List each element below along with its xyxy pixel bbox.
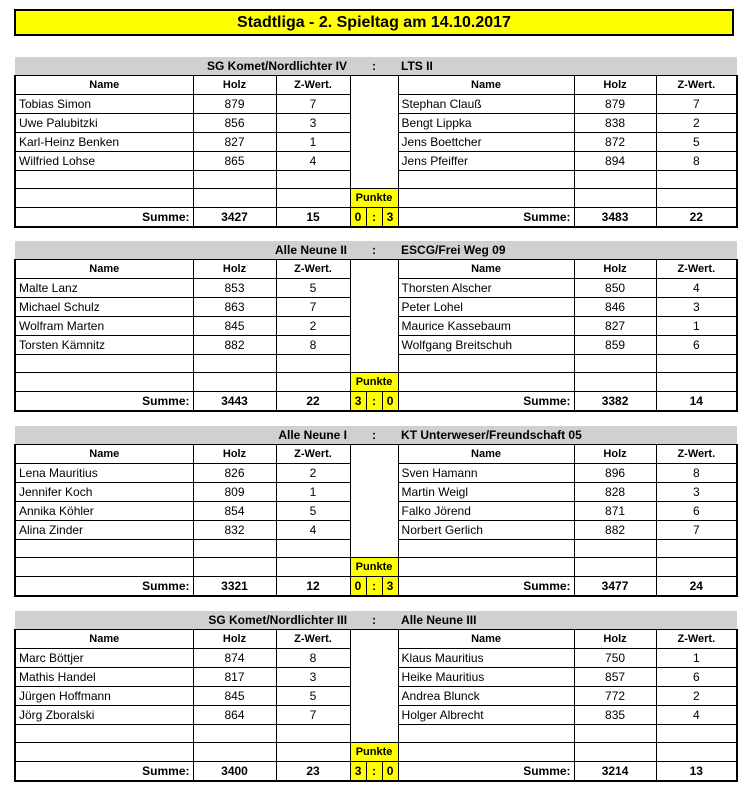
punkte-label: Punkte [350, 373, 398, 392]
score-separator: : [366, 208, 382, 228]
table-row [15, 171, 737, 189]
table-row [15, 355, 737, 373]
table-row [15, 152, 737, 171]
player-holz: 879 [193, 95, 276, 114]
player-holz [193, 373, 276, 392]
spacer [350, 171, 398, 189]
away-sum-zwert: 14 [656, 392, 737, 412]
player-holz [574, 171, 656, 189]
player-name: Holger Albrecht [398, 706, 574, 725]
match-block [14, 241, 736, 412]
player-name: Stephan Clauß [398, 95, 574, 114]
player-holz: 896 [574, 464, 656, 483]
page-title: Stadtliga - 2. Spieltag am 14.10.2017 [14, 9, 734, 36]
table-row [15, 464, 737, 483]
away-team-name: LTS II [398, 57, 737, 76]
player-zwert [656, 743, 737, 762]
table-row [15, 687, 737, 706]
col-header-zwert: Z-Wert. [656, 445, 737, 464]
player-zwert: 3 [276, 668, 350, 687]
player-name: Marc Böttjer [15, 649, 193, 668]
player-name [398, 540, 574, 558]
col-header-zwert: Z-Wert. [656, 260, 737, 279]
match-header [15, 426, 737, 445]
player-name: Jens Pfeiffer [398, 152, 574, 171]
player-name: Norbert Gerlich [398, 521, 574, 540]
spacer [350, 668, 398, 687]
player-name: Michael Schulz [15, 298, 193, 317]
sum-row [15, 208, 737, 228]
spacer [350, 76, 398, 95]
player-holz: 750 [574, 649, 656, 668]
sum-label: Summe: [15, 208, 193, 228]
column-headers [15, 260, 737, 279]
player-holz [574, 373, 656, 392]
player-zwert [656, 725, 737, 743]
player-holz [193, 540, 276, 558]
spacer [350, 483, 398, 502]
player-holz: 809 [193, 483, 276, 502]
col-header-zwert: Z-Wert. [276, 76, 350, 95]
home-sum-zwert: 23 [276, 762, 350, 782]
spacer [350, 687, 398, 706]
player-name: Uwe Palubitzki [15, 114, 193, 133]
player-zwert: 1 [276, 133, 350, 152]
player-zwert [276, 725, 350, 743]
away-sum-holz: 3483 [574, 208, 656, 228]
player-zwert: 1 [656, 317, 737, 336]
table-row [15, 725, 737, 743]
player-holz: 832 [193, 521, 276, 540]
player-zwert: 3 [656, 298, 737, 317]
player-zwert: 6 [656, 502, 737, 521]
away-sum-zwert: 22 [656, 208, 737, 228]
score-separator: : [366, 762, 382, 782]
home-team-name: SG Komet/Nordlichter IV [15, 57, 350, 76]
player-zwert [276, 189, 350, 208]
spacer [350, 279, 398, 298]
col-header-holz: Holz [574, 260, 656, 279]
player-name [15, 189, 193, 208]
player-holz: 827 [193, 133, 276, 152]
player-zwert [656, 355, 737, 373]
player-holz: 871 [574, 502, 656, 521]
player-holz: 826 [193, 464, 276, 483]
player-holz [574, 189, 656, 208]
player-zwert [656, 171, 737, 189]
away-team-name: KT Unterweser/Freundschaft 05 [398, 426, 737, 445]
away-sum-zwert: 13 [656, 762, 737, 782]
table-row [15, 521, 737, 540]
player-name: Wolfram Marten [15, 317, 193, 336]
away-team-name: Alle Neune III [398, 611, 737, 630]
home-points: 0 [350, 577, 366, 597]
player-holz [574, 355, 656, 373]
score-separator: : [366, 577, 382, 597]
table-row [15, 114, 737, 133]
player-name [15, 540, 193, 558]
home-sum-zwert: 15 [276, 208, 350, 228]
home-sum-holz: 3443 [193, 392, 276, 412]
table-row [15, 540, 737, 558]
home-team-name: Alle Neune I [15, 426, 350, 445]
table-row [15, 483, 737, 502]
table-row [15, 373, 737, 392]
player-holz: 859 [574, 336, 656, 355]
player-zwert: 2 [276, 317, 350, 336]
player-name: Annika Köhler [15, 502, 193, 521]
spacer [350, 317, 398, 336]
player-zwert: 2 [656, 687, 737, 706]
home-sum-holz: 3400 [193, 762, 276, 782]
player-holz [574, 725, 656, 743]
player-zwert [276, 373, 350, 392]
spacer [350, 502, 398, 521]
player-zwert: 5 [656, 133, 737, 152]
player-holz: 817 [193, 668, 276, 687]
away-sum-holz: 3214 [574, 762, 656, 782]
player-zwert [656, 189, 737, 208]
match-header [15, 241, 737, 260]
player-name: Alina Zinder [15, 521, 193, 540]
player-holz: 853 [193, 279, 276, 298]
table-row [15, 649, 737, 668]
player-name [398, 171, 574, 189]
player-holz [574, 743, 656, 762]
table-row [15, 133, 737, 152]
table-row [15, 743, 737, 762]
player-zwert: 4 [276, 152, 350, 171]
player-holz: 845 [193, 687, 276, 706]
match-block [14, 426, 736, 597]
player-holz: 894 [574, 152, 656, 171]
player-name: Torsten Kämnitz [15, 336, 193, 355]
player-name: Peter Lohel [398, 298, 574, 317]
player-name [15, 355, 193, 373]
player-holz [193, 189, 276, 208]
col-header-zwert: Z-Wert. [276, 445, 350, 464]
player-name [15, 743, 193, 762]
player-name: Jürgen Hoffmann [15, 687, 193, 706]
player-zwert [276, 540, 350, 558]
player-name: Jennifer Koch [15, 483, 193, 502]
player-zwert [656, 540, 737, 558]
sum-label: Summe: [15, 762, 193, 782]
col-header-name: Name [15, 260, 193, 279]
player-holz [193, 558, 276, 577]
home-sum-holz: 3321 [193, 577, 276, 597]
player-holz: 846 [574, 298, 656, 317]
player-name [15, 725, 193, 743]
col-header-holz: Holz [193, 76, 276, 95]
sum-label: Summe: [15, 577, 193, 597]
col-header-zwert: Z-Wert. [276, 630, 350, 649]
player-zwert: 8 [276, 336, 350, 355]
player-zwert: 7 [276, 95, 350, 114]
sum-row [15, 577, 737, 597]
player-name [15, 558, 193, 577]
col-header-name: Name [398, 76, 574, 95]
player-name [398, 355, 574, 373]
player-holz [193, 171, 276, 189]
player-zwert: 7 [656, 95, 737, 114]
player-zwert: 7 [656, 521, 737, 540]
table-row [15, 189, 737, 208]
col-header-holz: Holz [193, 445, 276, 464]
col-header-zwert: Z-Wert. [656, 76, 737, 95]
home-points: 3 [350, 392, 366, 412]
spacer [350, 114, 398, 133]
col-header-holz: Holz [574, 76, 656, 95]
player-name: Malte Lanz [15, 279, 193, 298]
player-holz: 827 [574, 317, 656, 336]
table-row [15, 279, 737, 298]
spacer [350, 336, 398, 355]
spacer [350, 445, 398, 464]
player-name: Thorsten Alscher [398, 279, 574, 298]
player-zwert [656, 558, 737, 577]
player-holz [574, 558, 656, 577]
player-holz: 872 [574, 133, 656, 152]
column-headers [15, 630, 737, 649]
punkte-label: Punkte [350, 558, 398, 577]
player-name: Wolfgang Breitschuh [398, 336, 574, 355]
player-zwert [276, 743, 350, 762]
player-zwert: 3 [656, 483, 737, 502]
player-zwert [656, 373, 737, 392]
match-table [14, 426, 738, 597]
home-sum-zwert: 12 [276, 577, 350, 597]
col-header-holz: Holz [193, 260, 276, 279]
player-name [398, 373, 574, 392]
col-header-zwert: Z-Wert. [656, 630, 737, 649]
player-zwert: 1 [276, 483, 350, 502]
player-name: Falko Jörend [398, 502, 574, 521]
player-holz: 863 [193, 298, 276, 317]
col-header-name: Name [398, 445, 574, 464]
col-header-holz: Holz [574, 445, 656, 464]
player-name: Karl-Heinz Benken [15, 133, 193, 152]
table-row [15, 298, 737, 317]
sum-row [15, 392, 737, 412]
player-name: Andrea Blunck [398, 687, 574, 706]
spacer [350, 355, 398, 373]
player-name: Bengt Lippka [398, 114, 574, 133]
col-header-zwert: Z-Wert. [276, 260, 350, 279]
table-row [15, 317, 737, 336]
away-sum-zwert: 24 [656, 577, 737, 597]
player-holz: 882 [193, 336, 276, 355]
away-sum-holz: 3382 [574, 392, 656, 412]
match-block [14, 611, 736, 782]
player-zwert: 5 [276, 279, 350, 298]
home-sum-zwert: 22 [276, 392, 350, 412]
player-zwert: 4 [656, 706, 737, 725]
away-points: 3 [382, 577, 398, 597]
match-table [14, 241, 738, 412]
player-name: Wilfried Lohse [15, 152, 193, 171]
table-row [15, 668, 737, 687]
table-row [15, 95, 737, 114]
punkte-label: Punkte [350, 189, 398, 208]
player-zwert: 5 [276, 502, 350, 521]
player-zwert: 8 [656, 152, 737, 171]
team-separator: : [350, 241, 398, 260]
player-holz: 856 [193, 114, 276, 133]
player-name [398, 189, 574, 208]
col-header-name: Name [398, 260, 574, 279]
spacer [350, 133, 398, 152]
player-zwert: 3 [276, 114, 350, 133]
player-holz: 865 [193, 152, 276, 171]
spacer [350, 521, 398, 540]
sum-label: Summe: [398, 208, 574, 228]
player-holz [193, 743, 276, 762]
player-holz: 879 [574, 95, 656, 114]
player-name: Maurice Kassebaum [398, 317, 574, 336]
column-headers [15, 445, 737, 464]
sum-label: Summe: [398, 577, 574, 597]
match-table [14, 57, 738, 228]
table-row [15, 336, 737, 355]
sum-label: Summe: [398, 762, 574, 782]
sum-label: Summe: [398, 392, 574, 412]
player-name: Jörg Zboralski [15, 706, 193, 725]
player-name: Heike Mauritius [398, 668, 574, 687]
team-separator: : [350, 57, 398, 76]
player-holz: 882 [574, 521, 656, 540]
player-holz: 845 [193, 317, 276, 336]
player-zwert: 8 [276, 649, 350, 668]
col-header-name: Name [15, 76, 193, 95]
spacer [350, 95, 398, 114]
team-separator: : [350, 426, 398, 445]
spacer [350, 649, 398, 668]
column-headers [15, 76, 737, 95]
player-holz: 854 [193, 502, 276, 521]
player-holz: 838 [574, 114, 656, 133]
player-zwert: 2 [276, 464, 350, 483]
table-row [15, 558, 737, 577]
player-holz: 835 [574, 706, 656, 725]
match-header [15, 57, 737, 76]
player-zwert: 5 [276, 687, 350, 706]
sum-row [15, 762, 737, 782]
player-holz [193, 355, 276, 373]
spacer [350, 260, 398, 279]
col-header-holz: Holz [193, 630, 276, 649]
player-zwert: 7 [276, 298, 350, 317]
table-row [15, 706, 737, 725]
match-header [15, 611, 737, 630]
player-name: Jens Boettcher [398, 133, 574, 152]
home-sum-holz: 3427 [193, 208, 276, 228]
spacer [350, 630, 398, 649]
player-name [15, 171, 193, 189]
match-block [14, 57, 736, 228]
player-holz: 828 [574, 483, 656, 502]
player-zwert: 2 [656, 114, 737, 133]
home-points: 3 [350, 762, 366, 782]
spacer [350, 540, 398, 558]
player-holz [574, 540, 656, 558]
spacer [350, 706, 398, 725]
player-holz: 857 [574, 668, 656, 687]
home-team-name: SG Komet/Nordlichter III [15, 611, 350, 630]
player-zwert [276, 171, 350, 189]
player-name [398, 558, 574, 577]
player-name: Martin Weigl [398, 483, 574, 502]
away-points: 0 [382, 392, 398, 412]
player-zwert: 8 [656, 464, 737, 483]
home-points: 0 [350, 208, 366, 228]
col-header-name: Name [15, 630, 193, 649]
player-name [398, 743, 574, 762]
player-zwert: 4 [656, 279, 737, 298]
sum-label: Summe: [15, 392, 193, 412]
player-zwert: 1 [656, 649, 737, 668]
player-zwert: 6 [656, 336, 737, 355]
player-zwert: 7 [276, 706, 350, 725]
team-separator: : [350, 611, 398, 630]
away-points: 3 [382, 208, 398, 228]
player-name: Tobias Simon [15, 95, 193, 114]
away-team-name: ESCG/Frei Weg 09 [398, 241, 737, 260]
spacer [350, 725, 398, 743]
away-sum-holz: 3477 [574, 577, 656, 597]
player-holz: 850 [574, 279, 656, 298]
table-row [15, 502, 737, 521]
score-separator: : [366, 392, 382, 412]
player-zwert [276, 355, 350, 373]
player-holz: 772 [574, 687, 656, 706]
punkte-label: Punkte [350, 743, 398, 762]
player-zwert: 6 [656, 668, 737, 687]
col-header-holz: Holz [574, 630, 656, 649]
player-name: Mathis Handel [15, 668, 193, 687]
player-name: Sven Hamann [398, 464, 574, 483]
player-zwert [276, 558, 350, 577]
player-name: Klaus Mauritius [398, 649, 574, 668]
player-zwert: 4 [276, 521, 350, 540]
player-holz: 874 [193, 649, 276, 668]
away-points: 0 [382, 762, 398, 782]
spacer [350, 298, 398, 317]
player-name: Lena Mauritius [15, 464, 193, 483]
home-team-name: Alle Neune II [15, 241, 350, 260]
player-name [398, 725, 574, 743]
col-header-name: Name [15, 445, 193, 464]
match-table [14, 611, 738, 782]
player-name [15, 373, 193, 392]
player-holz: 864 [193, 706, 276, 725]
spacer [350, 152, 398, 171]
col-header-name: Name [398, 630, 574, 649]
player-holz [193, 725, 276, 743]
spacer [350, 464, 398, 483]
